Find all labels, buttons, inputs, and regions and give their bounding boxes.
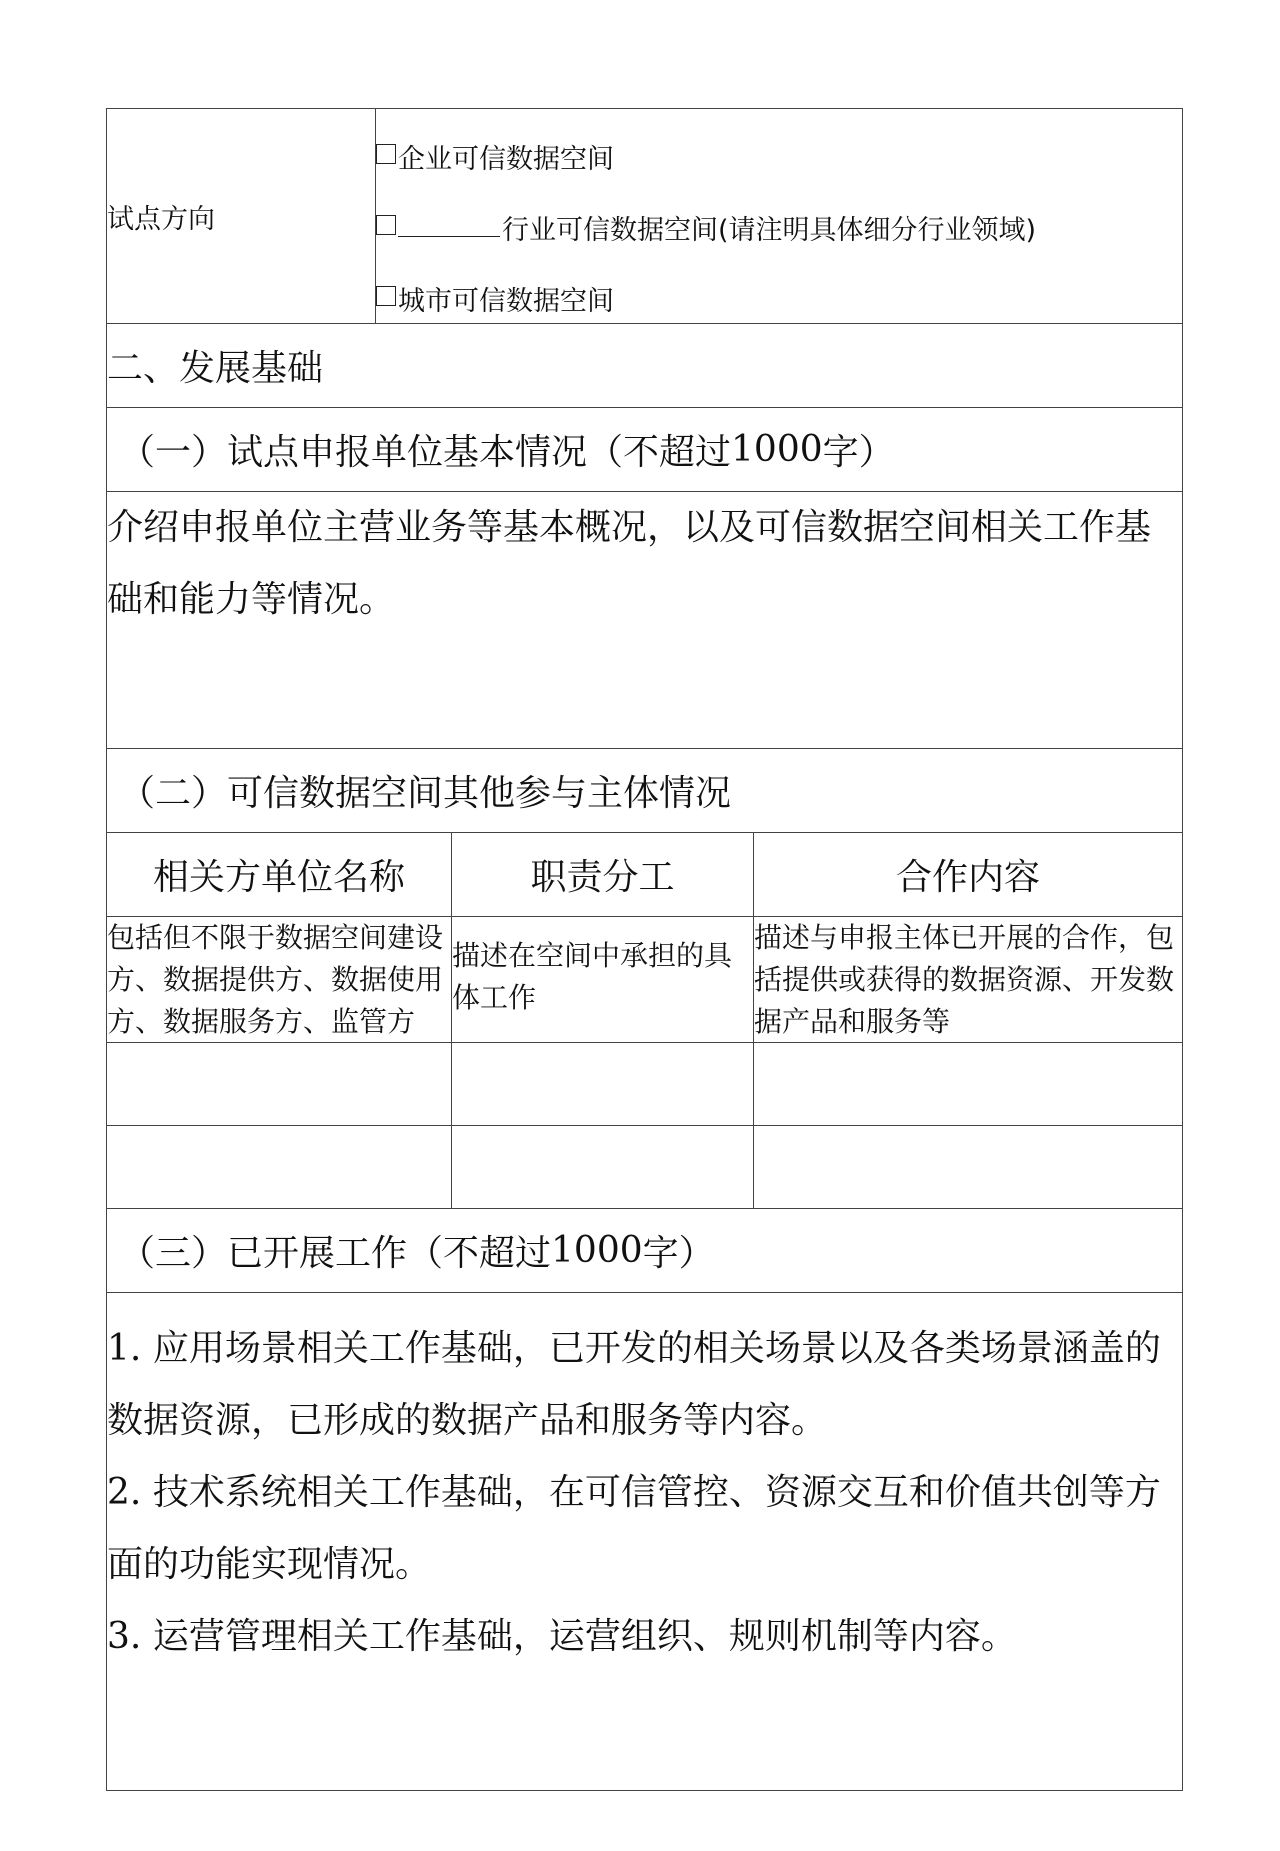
- item2-text: 技术系统相关工作基础，在可信管控、资源交互和价值共创等方面的功能实现情况。: [107, 1472, 1161, 1585]
- empty-cell-unit-name[interactable]: [107, 1043, 451, 1125]
- part1-limit: 1000: [731, 429, 823, 470]
- option-enterprise-label: 企业可信数据空间: [398, 144, 614, 175]
- participants-desc-row: [107, 916, 1182, 1042]
- option-enterprise[interactable]: [376, 137, 1182, 208]
- part3-limit: 1000: [551, 1230, 643, 1271]
- empty-cell-responsibility[interactable]: [451, 1126, 753, 1208]
- part1-title-suffix: 字）: [822, 432, 895, 473]
- part1-body[interactable]: [107, 491, 1182, 748]
- option-industry-label: 行业可信数据空间(请注明具体细分行业领域): [502, 215, 1037, 246]
- header-responsibility: 职责分工: [451, 833, 753, 916]
- list-item: [107, 1457, 1182, 1601]
- part3-title-prefix: （三）已开展工作（不超过: [119, 1233, 552, 1274]
- application-form-table: [106, 108, 1183, 1791]
- item3-number: 3.: [107, 1616, 142, 1657]
- section2-title: 二、发展基础: [107, 323, 1182, 407]
- industry-blank-field[interactable]: [398, 208, 500, 237]
- empty-cell-unit-name[interactable]: [107, 1126, 451, 1208]
- desc-responsibility[interactable]: 描述在空间中承担的具体工作: [451, 917, 753, 1042]
- part1-body-text: 介绍申报单位主营业务等基本概况，以及可信数据空间相关工作基础和能力等情况。: [107, 507, 1152, 620]
- pilot-direction-options: [375, 109, 1182, 323]
- part3-title: [107, 1208, 1182, 1292]
- desc-unit-name[interactable]: 包括但不限于数据空间建设方、数据提供方、数据使用方、数据服务方、监管方: [107, 921, 444, 1038]
- option-industry[interactable]: [376, 208, 1182, 279]
- pilot-direction-label: 试点方向: [107, 203, 215, 235]
- checkbox-enterprise[interactable]: [376, 144, 396, 164]
- part3-body[interactable]: [107, 1292, 1182, 1790]
- option-city-label: 城市可信数据空间: [398, 286, 614, 317]
- item1-number: 1.: [107, 1328, 142, 1369]
- table-row: [107, 1125, 1182, 1208]
- participants-header-row: [107, 832, 1182, 916]
- part1-title-prefix: （一）试点申报单位基本情况（不超过: [119, 432, 732, 473]
- list-item: [107, 1313, 1182, 1457]
- checkbox-industry[interactable]: [376, 215, 396, 235]
- list-item: [107, 1601, 1182, 1673]
- empty-cell-responsibility[interactable]: [451, 1043, 753, 1125]
- pilot-direction-row: [107, 109, 1182, 323]
- empty-cell-cooperation[interactable]: [753, 1126, 1182, 1208]
- header-unit-name: 相关方单位名称: [152, 857, 405, 898]
- item2-number: 2.: [107, 1472, 142, 1513]
- item1-text: 应用场景相关工作基础，已开发的相关场景以及各类场景涵盖的数据资源，已形成的数据产品和服务等内容。: [107, 1328, 1161, 1441]
- part1-title: [107, 407, 1182, 491]
- item3-text: 运营管理相关工作基础，运营组织、规则机制等内容。: [152, 1616, 1017, 1657]
- part2-title: （二）可信数据空间其他参与主体情况: [107, 748, 1182, 832]
- checkbox-city[interactable]: [376, 286, 396, 306]
- empty-cell-cooperation[interactable]: [753, 1043, 1182, 1125]
- part3-title-suffix: 字）: [642, 1233, 715, 1274]
- table-row: [107, 1042, 1182, 1125]
- header-cooperation: 合作内容: [753, 833, 1182, 916]
- desc-cooperation[interactable]: 描述与申报主体已开展的合作，包括提供或获得的数据资源、开发数据产品和服务等: [753, 917, 1182, 1042]
